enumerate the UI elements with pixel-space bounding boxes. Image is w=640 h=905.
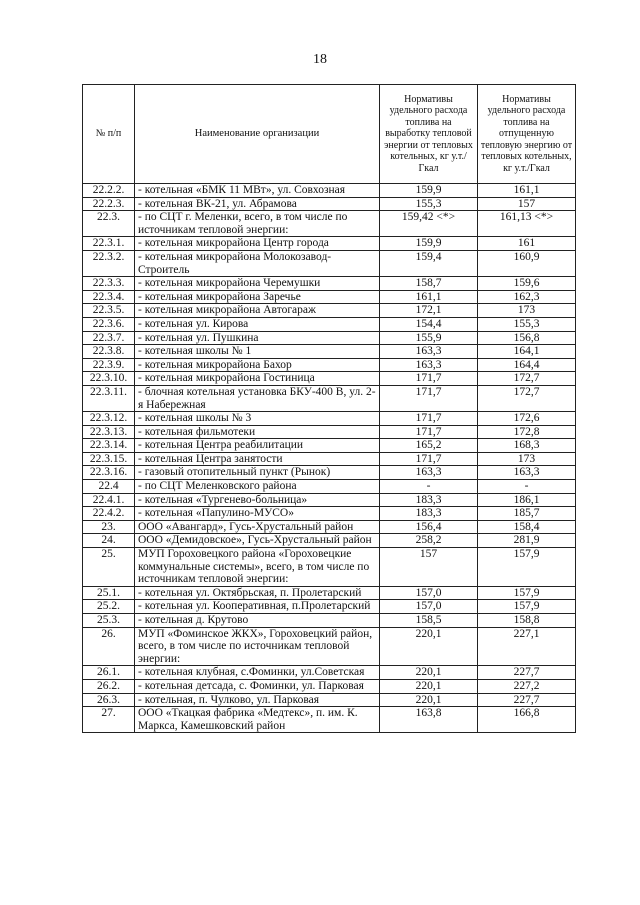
row-norm-supply: 164,1 <box>478 345 576 359</box>
row-norm-supply: 172,7 <box>478 372 576 386</box>
row-norm-supply: - <box>478 480 576 494</box>
table-row <box>83 290 576 304</box>
table-row <box>83 493 576 507</box>
table-row <box>83 507 576 521</box>
row-organization: - котельная фильмотеки <box>135 425 380 439</box>
row-norm-production: 157,0 <box>380 586 478 600</box>
row-organization: - котельная ул. Кирова <box>135 317 380 331</box>
row-norm-production: 163,3 <box>380 345 478 359</box>
row-norm-production: 171,7 <box>380 372 478 386</box>
row-organization: - газовый отопительный пункт (Рынок) <box>135 466 380 480</box>
row-norm-supply: 227,2 <box>478 679 576 693</box>
row-norm-production: 163,8 <box>380 707 478 733</box>
table-row <box>83 679 576 693</box>
row-norm-production: 158,7 <box>380 277 478 291</box>
row-norm-supply: 157,9 <box>478 586 576 600</box>
row-number: 26.3. <box>83 693 135 707</box>
row-organization: ООО «Авангард», Гусь-Хрустальный район <box>135 520 380 534</box>
row-organization: - котельная «Папулино-МУСО» <box>135 507 380 521</box>
table-row <box>83 627 576 666</box>
row-number: 23. <box>83 520 135 534</box>
row-norm-production: 220,1 <box>380 679 478 693</box>
row-organization: - по СЦТ г. Меленки, всего, в том числе по источникам тепловой энергии: <box>135 211 380 237</box>
table-row <box>83 666 576 680</box>
row-norm-production: 159,9 <box>380 184 478 198</box>
row-number: 22.3.2. <box>83 250 135 276</box>
row-norm-supply: 161 <box>478 237 576 251</box>
row-norm-production: 171,7 <box>380 425 478 439</box>
table-row <box>83 707 576 733</box>
row-norm-supply: 157,9 <box>478 548 576 587</box>
row-number: 22.4.2. <box>83 507 135 521</box>
row-norm-production: 165,2 <box>380 439 478 453</box>
row-norm-production: 155,3 <box>380 197 478 211</box>
row-organization: - котельная Центра занятости <box>135 452 380 466</box>
row-norm-production: 158,5 <box>380 614 478 628</box>
row-norm-supply: 161,13 <*> <box>478 211 576 237</box>
row-number: 22.4.1. <box>83 493 135 507</box>
table-row <box>83 520 576 534</box>
row-norm-supply: 173 <box>478 452 576 466</box>
row-number: 22.2.3. <box>83 197 135 211</box>
table-header-row <box>83 85 576 184</box>
table-body <box>83 184 576 733</box>
row-norm-production: 155,9 <box>380 331 478 345</box>
row-number: 24. <box>83 534 135 548</box>
table-row <box>83 358 576 372</box>
row-organization: - котельная микрорайона Центр города <box>135 237 380 251</box>
row-norm-production: 154,4 <box>380 317 478 331</box>
row-number: 22.3.8. <box>83 345 135 359</box>
row-norm-production: 258,2 <box>380 534 478 548</box>
table-row <box>83 600 576 614</box>
row-norm-supply: 186,1 <box>478 493 576 507</box>
row-organization: - котельная микрорайона Гостиница <box>135 372 380 386</box>
row-organization: - котельная, п. Чулково, ул. Парковая <box>135 693 380 707</box>
header-norm-production: Нормативы удельного расхода топлива на выработку тепловой энергии от тепловых котельных, кг у.т./Гкал <box>380 85 478 184</box>
row-organization: - котельная Центра реабилитации <box>135 439 380 453</box>
table-row <box>83 331 576 345</box>
row-organization: - котельная ул. Пушкина <box>135 331 380 345</box>
row-norm-production: 183,3 <box>380 493 478 507</box>
row-organization: ООО «Демидовское», Гусь-Хрустальный район <box>135 534 380 548</box>
row-organization: - котельная микрорайона Черемушки <box>135 277 380 291</box>
row-organization: - по СЦТ Меленковского района <box>135 480 380 494</box>
row-norm-production: 157,0 <box>380 600 478 614</box>
row-number: 25. <box>83 548 135 587</box>
row-norm-production: 220,1 <box>380 666 478 680</box>
table-row <box>83 372 576 386</box>
row-norm-production: 171,7 <box>380 452 478 466</box>
row-number: 22.3.10. <box>83 372 135 386</box>
row-norm-supply: 156,8 <box>478 331 576 345</box>
table-row <box>83 211 576 237</box>
table-row <box>83 184 576 198</box>
row-organization: - котельная микрорайона Заречье <box>135 290 380 304</box>
row-norm-production: 163,3 <box>380 358 478 372</box>
row-number: 22.4 <box>83 480 135 494</box>
row-norm-supply: 158,4 <box>478 520 576 534</box>
table-row <box>83 345 576 359</box>
row-norm-production: - <box>380 480 478 494</box>
row-norm-production: 159,9 <box>380 237 478 251</box>
header-name: Наименование организации <box>135 85 380 184</box>
row-number: 22.3.3. <box>83 277 135 291</box>
row-norm-supply: 281,9 <box>478 534 576 548</box>
table-row <box>83 586 576 600</box>
row-number: 22.3.11. <box>83 385 135 411</box>
row-norm-production: 171,7 <box>380 385 478 411</box>
row-norm-supply: 159,6 <box>478 277 576 291</box>
row-number: 26.1. <box>83 666 135 680</box>
row-number: 22.3.9. <box>83 358 135 372</box>
page-number: 18 <box>313 52 327 67</box>
header-norm-supply: Нормативы удельного расхода топлива на отпущенную тепловую энергию от тепловых котельных, кг у.т./Гкал <box>478 85 576 184</box>
header-num: № п/п <box>83 85 135 184</box>
row-norm-production: 159,42 <*> <box>380 211 478 237</box>
table-row <box>83 439 576 453</box>
row-norm-production: 157 <box>380 548 478 587</box>
table-row <box>83 425 576 439</box>
table-row <box>83 614 576 628</box>
row-norm-supply: 172,6 <box>478 412 576 426</box>
row-norm-production: 171,7 <box>380 412 478 426</box>
table-row <box>83 385 576 411</box>
row-norm-supply: 227,7 <box>478 666 576 680</box>
row-norm-production: 159,4 <box>380 250 478 276</box>
row-organization: МУП Гороховецкого района «Гороховецкие коммунальные системы», всего, в том числе по источникам тепловой энергии: <box>135 548 380 587</box>
row-norm-supply: 172,8 <box>478 425 576 439</box>
row-number: 22.2.2. <box>83 184 135 198</box>
row-norm-production: 161,1 <box>380 290 478 304</box>
row-organization: - котельная «Тургенево-больница» <box>135 493 380 507</box>
table-row <box>83 197 576 211</box>
table-row <box>83 317 576 331</box>
row-organization: - котельная «БМК 11 МВт», ул. Совхозная <box>135 184 380 198</box>
row-organization: - котельная школы № 3 <box>135 412 380 426</box>
row-norm-production: 220,1 <box>380 693 478 707</box>
row-number: 26.2. <box>83 679 135 693</box>
row-norm-production: 156,4 <box>380 520 478 534</box>
row-organization: - котельная ВК-21, ул. Абрамова <box>135 197 380 211</box>
row-organization: - котельная д. Крутово <box>135 614 380 628</box>
row-number: 22.3.15. <box>83 452 135 466</box>
row-organization: - котельная клубная, с.Фоминки, ул.Советская <box>135 666 380 680</box>
row-number: 22.3. <box>83 211 135 237</box>
row-number: 27. <box>83 707 135 733</box>
row-organization: МУП «Фоминское ЖКХ», Гороховецкий район, всего, в том числе по источникам тепловой энергии: <box>135 627 380 666</box>
row-organization: - котельная микрорайона Бахор <box>135 358 380 372</box>
table-row <box>83 548 576 587</box>
row-norm-supply: 168,3 <box>478 439 576 453</box>
row-norm-supply: 160,9 <box>478 250 576 276</box>
table-row <box>83 693 576 707</box>
table-row <box>83 466 576 480</box>
row-norm-supply: 185,7 <box>478 507 576 521</box>
row-organization: - блочная котельная установка БКУ-400 В, ул. 2-я Набережная <box>135 385 380 411</box>
row-norm-supply: 166,8 <box>478 707 576 733</box>
row-norm-supply: 163,3 <box>478 466 576 480</box>
table-row <box>83 480 576 494</box>
table-row <box>83 534 576 548</box>
row-norm-supply: 157,9 <box>478 600 576 614</box>
row-norm-supply: 173 <box>478 304 576 318</box>
row-number: 22.3.16. <box>83 466 135 480</box>
table-row <box>83 237 576 251</box>
row-number: 22.3.14. <box>83 439 135 453</box>
table-row <box>83 250 576 276</box>
row-norm-supply: 155,3 <box>478 317 576 331</box>
table-row <box>83 452 576 466</box>
row-norm-production: 220,1 <box>380 627 478 666</box>
row-number: 26. <box>83 627 135 666</box>
row-organization: - котельная микрорайона Автогараж <box>135 304 380 318</box>
row-number: 22.3.1. <box>83 237 135 251</box>
table-row <box>83 412 576 426</box>
row-number: 22.3.4. <box>83 290 135 304</box>
row-number: 25.3. <box>83 614 135 628</box>
row-norm-production: 172,1 <box>380 304 478 318</box>
row-number: 25.2. <box>83 600 135 614</box>
row-number: 22.3.6. <box>83 317 135 331</box>
row-norm-supply: 161,1 <box>478 184 576 198</box>
row-norm-supply: 157 <box>478 197 576 211</box>
row-number: 22.3.5. <box>83 304 135 318</box>
row-organization: - котельная ул. Октябрьская, п. Пролетарский <box>135 586 380 600</box>
row-norm-supply: 162,3 <box>478 290 576 304</box>
row-number: 25.1. <box>83 586 135 600</box>
row-organization: - котельная школы № 1 <box>135 345 380 359</box>
row-norm-supply: 158,8 <box>478 614 576 628</box>
row-number: 22.3.13. <box>83 425 135 439</box>
row-organization: - котельная детсада, с. Фоминки, ул. Парковая <box>135 679 380 693</box>
row-norm-supply: 227,1 <box>478 627 576 666</box>
row-norm-supply: 172,7 <box>478 385 576 411</box>
row-norm-production: 163,3 <box>380 466 478 480</box>
row-organization: - котельная ул. Кооперативная, п.Пролетарский <box>135 600 380 614</box>
row-number: 22.3.7. <box>83 331 135 345</box>
table-row <box>83 277 576 291</box>
row-norm-supply: 227,7 <box>478 693 576 707</box>
row-norm-supply: 164,4 <box>478 358 576 372</box>
fuel-norms-table <box>82 84 576 733</box>
row-norm-production: 183,3 <box>380 507 478 521</box>
row-organization: ООО «Ткацкая фабрика «Медтекс», п. им. К. Маркса, Камешковский район <box>135 707 380 733</box>
table-row <box>83 304 576 318</box>
row-number: 22.3.12. <box>83 412 135 426</box>
row-organization: - котельная микрорайона Молокозавод-Строитель <box>135 250 380 276</box>
